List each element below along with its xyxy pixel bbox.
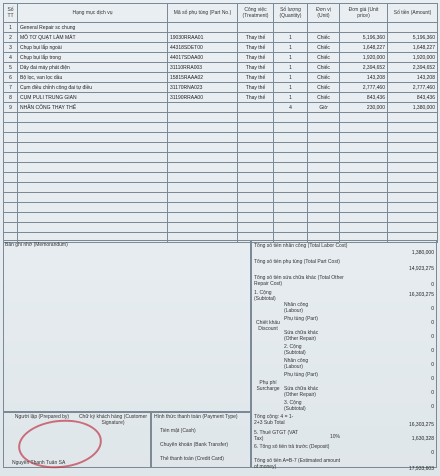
cell-empty (18, 213, 168, 223)
cell-empty (238, 193, 274, 203)
cell-empty (168, 203, 238, 213)
payment-card: Thẻ thanh toán (Credit Card) (160, 456, 224, 462)
discount-subtotal: 2. Cộng (Subtotal) (284, 344, 306, 356)
cell-empty (388, 163, 438, 173)
cell-stt: 2 (4, 33, 18, 43)
cell-empty (238, 123, 274, 133)
cell-empty (18, 133, 168, 143)
cell-empty (274, 173, 308, 183)
surcharge-other: Sửa chữa khác (Other Repair) (284, 386, 319, 398)
table-row (4, 53, 438, 63)
part-cost-value: 14,923,275 (408, 266, 434, 272)
cell-price: 843,436 (340, 93, 388, 103)
cell-treatment (238, 23, 274, 33)
cell-empty (4, 163, 18, 173)
table-row (4, 73, 438, 83)
cell-item: MÔ TƠ QUẠT LÀM MÁT (18, 33, 168, 43)
cell-empty (340, 153, 388, 163)
cell-empty (168, 123, 238, 133)
cell-empty (308, 163, 340, 173)
surcharge-subtotal-value: 0 (431, 404, 434, 410)
cell-empty (340, 213, 388, 223)
cell-empty (238, 213, 274, 223)
cell-empty (274, 143, 308, 153)
cell-empty (4, 143, 18, 153)
labor-cost-value: 1,380,000 (411, 250, 434, 256)
cell-part_no: 31110RRA003 (168, 63, 238, 73)
cell-empty (168, 143, 238, 153)
cell-qty: 1 (274, 53, 308, 63)
cell-empty (308, 143, 340, 153)
cell-amount: 143,208 (388, 73, 438, 83)
cell-empty (4, 173, 18, 183)
cell-empty (274, 133, 308, 143)
items-table (3, 3, 438, 243)
cell-empty (308, 203, 340, 213)
cell-empty (274, 223, 308, 233)
cell-item: Cụm điều chỉnh công đai tự điều (18, 83, 168, 93)
cell-stt: 1 (4, 23, 18, 33)
payment-bank: Chuyển khoản (Bank Transfer) (160, 442, 229, 448)
estimated-label: Tổng số tiền A=B-7 (Estimated amount of money) (254, 458, 341, 470)
cell-empty (168, 133, 238, 143)
deposit-value: 0 (431, 450, 434, 456)
cell-empty (168, 163, 238, 173)
cell-empty (238, 133, 274, 143)
cell-unit: Giờ (308, 103, 340, 113)
vat-value: 1,630,328 (411, 436, 434, 442)
cell-treatment: Thay thế (238, 33, 274, 43)
cell-price: 1,920,000 (340, 53, 388, 63)
cell-empty (308, 183, 340, 193)
cell-stt: 6 (4, 73, 18, 83)
cell-qty: 1 (274, 83, 308, 93)
cell-stt: 5 (4, 63, 18, 73)
cell-item: NHÂN CÔNG THAY THẾ (18, 103, 168, 113)
cell-unit: Chiếc (308, 43, 340, 53)
cell-empty (18, 173, 168, 183)
cell-empty (238, 183, 274, 193)
cell-empty (308, 153, 340, 163)
header-unit-price: Đơn giá (Unit price) (340, 4, 388, 23)
cell-empty (340, 173, 388, 183)
header-quantity: Số lượng (Quantity) (274, 4, 308, 23)
cell-stt: 7 (4, 83, 18, 93)
subtotal4-value: 16,303,275 (408, 422, 434, 428)
discount-labour: Nhân công (Labour) (284, 302, 309, 314)
cell-empty (308, 113, 340, 123)
cell-amount: 1,920,000 (388, 53, 438, 63)
discount-label: Chiết khấu Discount (256, 320, 280, 332)
header-stt: Số TT (4, 4, 18, 23)
surcharge-subtotal: 3. Cộng (Subtotal) (284, 400, 306, 412)
header-item: Hạng mục dịch vụ (18, 4, 168, 23)
table-header (4, 4, 438, 23)
other-cost-value: 0 (431, 282, 434, 288)
cell-empty (4, 133, 18, 143)
cell-qty: 1 (274, 93, 308, 103)
table-row-empty (4, 183, 438, 193)
cell-empty (18, 123, 168, 133)
table-row (4, 83, 438, 93)
table-row (4, 23, 438, 33)
payment-cash: Tiền mặt (Cash) (160, 428, 196, 434)
cell-empty (274, 183, 308, 193)
header-amount: Số tiền (Amount) (388, 4, 438, 23)
cell-empty (4, 113, 18, 123)
table-row (4, 33, 438, 43)
cell-treatment: Thay thế (238, 43, 274, 53)
cell-empty (388, 113, 438, 123)
table-row-empty (4, 143, 438, 153)
cell-empty (238, 143, 274, 153)
cell-item: Bộ lọc, van lọc dầu (18, 73, 168, 83)
cell-empty (168, 113, 238, 123)
discount-part: Phụ tùng (Part) (284, 316, 318, 322)
cell-item: Chụp bụi lắp ngoài (18, 43, 168, 53)
table-row-empty (4, 133, 438, 143)
cell-price: 2,394,652 (340, 63, 388, 73)
cell-item: CỤM PULI TRUNG GIAN (18, 93, 168, 103)
cell-empty (4, 223, 18, 233)
cell-empty (238, 113, 274, 123)
cell-empty (388, 123, 438, 133)
vat-label: 5. Thuế GTGT (VAT Tax) (254, 430, 298, 442)
discount-other: Sửa chữa khác (Other Repair) (284, 330, 319, 342)
cell-treatment: Thay thế (238, 63, 274, 73)
cell-empty (340, 123, 388, 133)
cell-empty (168, 213, 238, 223)
surcharge-part-value: 0 (431, 376, 434, 382)
cell-unit: Chiếc (308, 63, 340, 73)
cell-empty (308, 173, 340, 183)
discount-labour-value: 0 (431, 306, 434, 312)
cell-empty (308, 133, 340, 143)
cell-empty (4, 213, 18, 223)
table-row-empty (4, 223, 438, 233)
cell-stt: 8 (4, 93, 18, 103)
cell-empty (308, 193, 340, 203)
cell-price: 143,208 (340, 73, 388, 83)
table-row (4, 43, 438, 53)
cell-empty (168, 183, 238, 193)
subtotal-value: 16,303,275 (408, 292, 434, 298)
cell-empty (308, 213, 340, 223)
table-row-empty (4, 163, 438, 173)
cell-amount: 1,380,000 (388, 103, 438, 113)
cell-qty: 1 (274, 33, 308, 43)
customer-signature-label: Chữ ký khách hàng (Customer Signature) (78, 414, 148, 426)
cell-qty (274, 23, 308, 33)
discount-part-value: 0 (431, 320, 434, 326)
cell-unit: Chiếc (308, 53, 340, 63)
memo-label: Bản ghi nhớ (Memorandum) (5, 242, 68, 248)
cell-empty (4, 183, 18, 193)
cell-price (340, 23, 388, 33)
cell-empty (340, 133, 388, 143)
cell-empty (274, 123, 308, 133)
subtotal4-label: Tổng cộng: 4 = 1-2+3 Sub Total (254, 414, 294, 426)
cell-empty (18, 153, 168, 163)
cell-qty: 1 (274, 43, 308, 53)
surcharge-labour-value: 0 (431, 362, 434, 368)
cell-empty (340, 203, 388, 213)
table-row (4, 63, 438, 73)
cell-empty (340, 183, 388, 193)
cell-empty (18, 203, 168, 213)
table-row (4, 103, 438, 113)
labor-cost-label: Tổng số tiền nhân công (Total Labor Cost) (254, 243, 348, 249)
cell-empty (340, 113, 388, 123)
cell-empty (274, 163, 308, 173)
cell-empty (308, 123, 340, 133)
estimated-value: 17,933,603 (408, 466, 434, 472)
cell-empty (340, 143, 388, 153)
cell-empty (4, 123, 18, 133)
cell-empty (340, 193, 388, 203)
cell-empty (168, 173, 238, 183)
table-row-empty (4, 113, 438, 123)
cell-treatment: Thay thế (238, 73, 274, 83)
surcharge-part: Phụ tùng (Part) (284, 372, 318, 378)
cell-empty (238, 203, 274, 213)
header-part-no: Mã số phụ tùng (Part No.) (168, 4, 238, 23)
cell-empty (238, 223, 274, 233)
cell-part_no: 31190RRAA00 (168, 93, 238, 103)
cell-amount: 843,436 (388, 93, 438, 103)
cell-empty (168, 153, 238, 163)
preparer-name: Nguyễn Thanh Tuấn SA (12, 460, 66, 466)
other-cost-label: Tổng số tiền sửa chữa khác (Total Other Repair Cost) (254, 275, 344, 287)
cell-amount: 1,648,227 (388, 43, 438, 53)
memo-box (3, 240, 251, 412)
cell-stt: 3 (4, 43, 18, 53)
cell-empty (308, 223, 340, 233)
cell-treatment: Thay thế (238, 53, 274, 63)
cell-amount (388, 23, 438, 33)
cell-part_no (168, 103, 238, 113)
table-row-empty (4, 203, 438, 213)
cell-unit: Chiếc (308, 33, 340, 43)
cell-empty (238, 163, 274, 173)
cell-empty (274, 153, 308, 163)
cell-empty (274, 113, 308, 123)
table-row-empty (4, 173, 438, 183)
cell-empty (18, 113, 168, 123)
cell-item: Chụp bụi lắp trong (18, 53, 168, 63)
cell-empty (388, 153, 438, 163)
cell-empty (340, 223, 388, 233)
table-row (4, 93, 438, 103)
header-treatment: Công việc (Treatment) (238, 4, 274, 23)
cell-price: 2,777,460 (340, 83, 388, 93)
header-unit: Đơn vị (Unit) (308, 4, 340, 23)
cell-empty (168, 193, 238, 203)
cell-part_no (168, 23, 238, 33)
cell-empty (388, 183, 438, 193)
cell-empty (388, 143, 438, 153)
cell-empty (238, 153, 274, 163)
cell-empty (274, 203, 308, 213)
cell-qty: 1 (274, 63, 308, 73)
discount-other-value: 0 (431, 334, 434, 340)
surcharge-other-value: 0 (431, 390, 434, 396)
cell-empty (388, 213, 438, 223)
cell-empty (4, 193, 18, 203)
cell-stt: 9 (4, 103, 18, 113)
cell-empty (388, 133, 438, 143)
cell-stt: 4 (4, 53, 18, 63)
preparer-label: Người lập (Prepared by) (14, 414, 70, 420)
cell-empty (4, 203, 18, 213)
cell-qty: 1 (274, 73, 308, 83)
cell-unit: Chiếc (308, 83, 340, 93)
cell-empty (4, 153, 18, 163)
part-cost-label: Tổng số tiền phụ tùng (Total Part Cost) (254, 259, 340, 265)
cell-item: General Repair sc chung (18, 23, 168, 33)
deposit-label: 6. Tổng số tiền trả trước (Deposit) (254, 444, 330, 450)
table-row-empty (4, 123, 438, 133)
cell-part_no: 31170RNA023 (168, 83, 238, 93)
table-row-empty (4, 213, 438, 223)
cell-unit (308, 23, 340, 33)
cell-empty (274, 213, 308, 223)
cell-empty (238, 173, 274, 183)
cell-empty (388, 203, 438, 213)
cell-amount: 5,196,360 (388, 33, 438, 43)
surcharge-label: Phụ phí Surcharge (256, 380, 280, 392)
cell-empty (388, 223, 438, 233)
cell-amount: 2,394,652 (388, 63, 438, 73)
cell-empty (18, 163, 168, 173)
vat-rate: 10% (330, 434, 341, 440)
cell-unit: Chiếc (308, 93, 340, 103)
cell-empty (388, 173, 438, 183)
payment-type-label: Hình thức thanh toán (Payment Type) (154, 414, 238, 420)
surcharge-labour: Nhân công (Labour) (284, 358, 309, 370)
cell-treatment (238, 103, 274, 113)
cell-amount: 2,777,460 (388, 83, 438, 93)
cell-price: 1,648,227 (340, 43, 388, 53)
cell-empty (340, 163, 388, 173)
cell-item: Dây đai máy phát điện (18, 63, 168, 73)
cell-empty (18, 143, 168, 153)
cell-empty (18, 223, 168, 233)
cell-unit: Chiếc (308, 73, 340, 83)
cell-empty (388, 193, 438, 203)
cell-empty (18, 193, 168, 203)
cell-empty (274, 193, 308, 203)
cell-empty (168, 223, 238, 233)
table-row-empty (4, 193, 438, 203)
cell-part_no: 44318SDET00 (168, 43, 238, 53)
discount-subtotal-value: 0 (431, 348, 434, 354)
cell-price: 230,000 (340, 103, 388, 113)
cell-qty: 4 (274, 103, 308, 113)
cell-treatment: Thay thế (238, 93, 274, 103)
cell-part_no: 15815RAAA02 (168, 73, 238, 83)
table-row-empty (4, 153, 438, 163)
cell-empty (18, 183, 168, 193)
cell-part_no: 44017SDAA00 (168, 53, 238, 63)
cell-price: 5,196,360 (340, 33, 388, 43)
subtotal-label: 1. Cộng (Subtotal) (254, 290, 276, 302)
cell-part_no: 19030RRAA01 (168, 33, 238, 43)
cell-treatment: Thay thế (238, 83, 274, 93)
